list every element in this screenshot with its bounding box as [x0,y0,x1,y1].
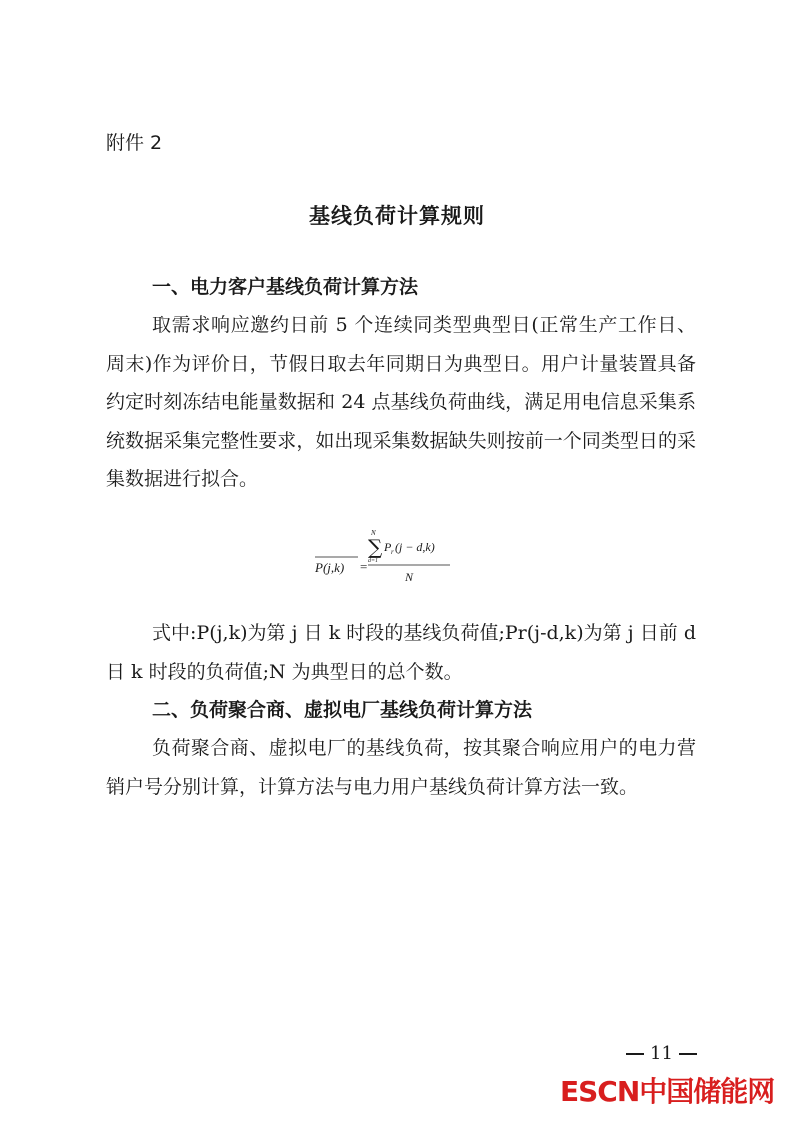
dash-left [626,1053,644,1055]
section2-heading: 二、负荷聚合商、虚拟电厂基线负荷计算方法 [152,699,533,721]
formula-explanation: 式中:P(j,k)为第 j 日 k 时段的基线负荷值;Pr(j-d,k)为第 j 日前 d 日 k 时段的负荷值;N 为典型日的总个数。 [106,622,696,683]
page-number-value: 11 [650,1043,673,1064]
sum-upper-limit: N [371,529,376,537]
attachment-label: 附件 2 [106,132,163,154]
formula-lhs: P(j,k) [315,560,345,575]
summand-args: (j − d,k) [395,540,435,554]
section1-heading: 一、电力客户基线负荷计算方法 [152,276,419,298]
sum-lower-limit: d=1 [368,558,379,564]
baseline-formula [310,525,460,595]
section2-paragraph: 负荷聚合商、虚拟电厂的基线负荷，按其聚合响应用户的电力营销户号分别计算，计算方法与电力用户基线负荷计算方法一致。 [106,737,696,798]
summand-sub: r [391,548,394,556]
formula-equals: = [360,559,368,574]
section1-paragraph: 取需求响应邀约日前 5 个连续同类型典型日(正常生产工作日、周末)作为评价日，节假日取去年同期日为典型日。用户计量装置具备约定时刻冻结电能量数据和 24 点基线负荷曲线，满足用电信息采集系统数据采集完整性要求，如出现采集数据缺失则按前一个同类型日的采集数据进行拟合。 [106,314,696,490]
dash-right [679,1053,697,1055]
summand-p: P [384,540,392,554]
sum-symbol: ∑ [368,535,383,559]
page-number [620,1043,703,1064]
document-title: 基线负荷计算规则 [309,204,485,228]
escn-watermark-logo: ESCN中国储能网 [560,1075,775,1108]
formula-denominator: N [405,570,414,584]
